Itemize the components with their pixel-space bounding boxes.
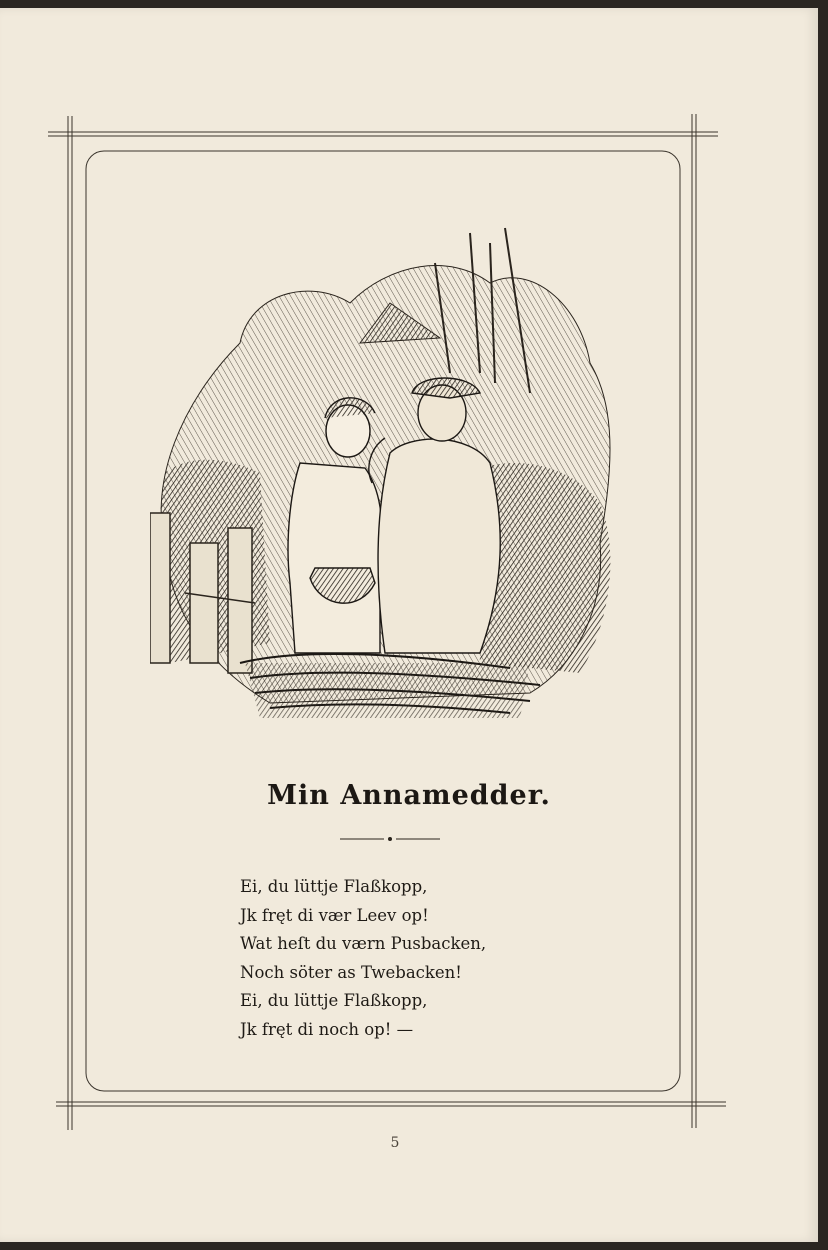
poem-line: Jk fręt di vær Leev op! bbox=[240, 905, 429, 925]
poem-line: Wat heſt du værn Pusbacken, bbox=[240, 934, 487, 953]
divider-ornament bbox=[340, 834, 440, 844]
page-number: 5 bbox=[390, 1135, 400, 1151]
poem-title: Min Annamedder. bbox=[267, 780, 551, 811]
poem-line: Noch söter as Twebacken! bbox=[240, 962, 462, 982]
engraving-illustration bbox=[150, 223, 620, 733]
book-page bbox=[0, 8, 818, 1242]
poem-text bbox=[240, 873, 640, 1044]
poem-line: Ei, du lüttje Flaßkopp, bbox=[240, 991, 428, 1010]
poem-line: Ei, du lüttje Flaßkopp, bbox=[240, 877, 428, 896]
poem-line: Jk fręt di noch op! — bbox=[240, 1019, 414, 1039]
